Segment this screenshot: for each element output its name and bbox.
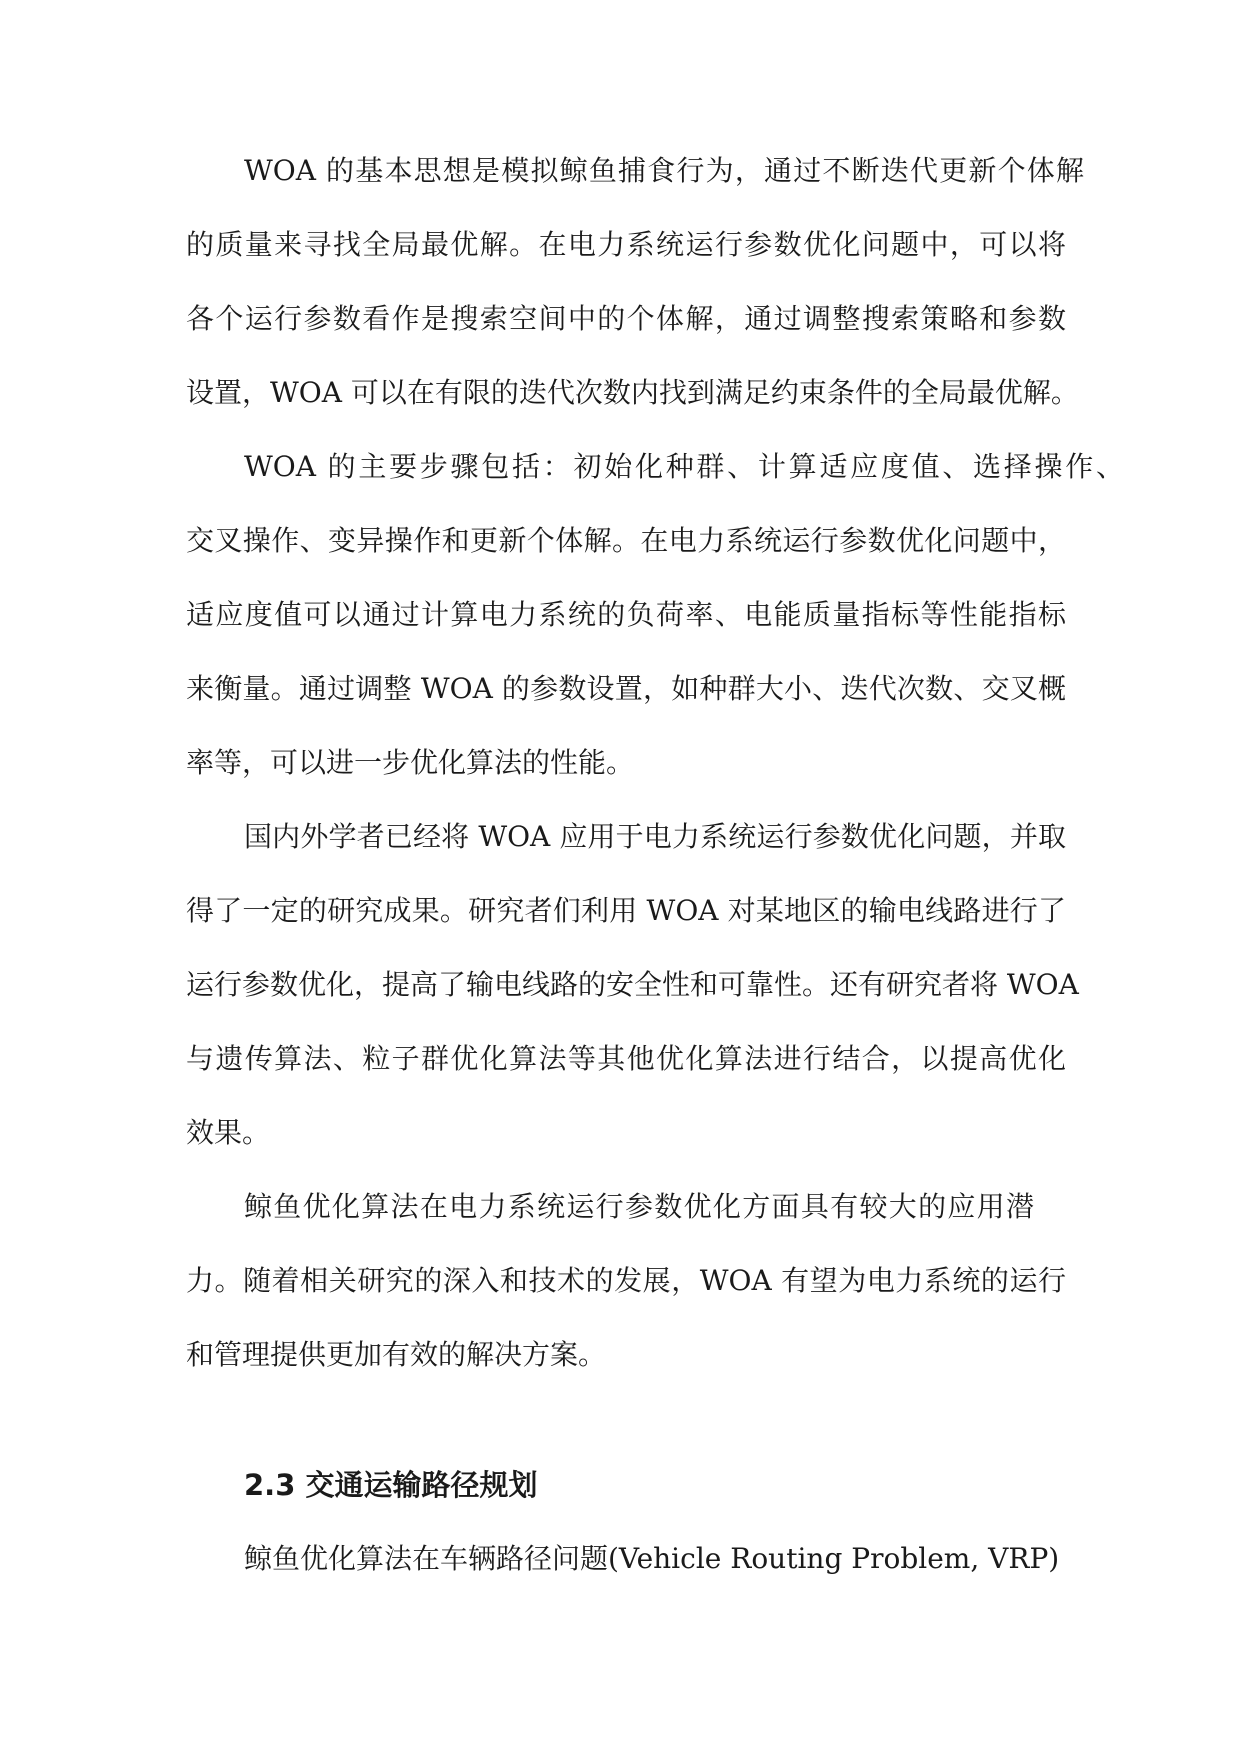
paragraph-line: 的质量来寻找全局最优解。在电力系统运行参数优化问题中，可以将: [186, 228, 1066, 261]
paragraph-line: 来衡量。通过调整 WOA 的参数设置，如种群大小、迭代次数、交叉概: [186, 672, 1066, 705]
paragraph-line: 适应度值可以通过计算电力系统的负荷率、电能质量指标等性能指标: [186, 598, 1066, 631]
paragraph-line: 率等，可以进一步优化算法的性能。: [186, 746, 635, 779]
paragraph-line: 交叉操作、变异操作和更新个体解。在电力系统运行参数优化问题中，: [186, 524, 1066, 557]
paragraph-line: 国内外学者已经将 WOA 应用于电力系统运行参数优化问题，并取: [244, 820, 1066, 853]
paragraph-line: 设置，WOA 可以在有限的迭代次数内找到满足约束条件的全局最优解。: [186, 376, 1079, 409]
paragraph-line: 运行参数优化，提高了输电线路的安全性和可靠性。还有研究者将 WOA: [186, 968, 1079, 1001]
paragraph-line: 各个运行参数看作是搜索空间中的个体解，通过调整搜索策略和参数: [186, 302, 1066, 335]
paragraph-line: 鲸鱼优化算法在电力系统运行参数优化方面具有较大的应用潜: [244, 1190, 1034, 1223]
paragraph-line: 力。随着相关研究的深入和技术的发展，WOA 有望为电力系统的运行: [186, 1264, 1066, 1297]
paragraph-line: WOA 的基本思想是模拟鲸鱼捕食行为，通过不断迭代更新个体解: [244, 154, 1084, 187]
paragraph-line: 与遗传算法、粒子群优化算法等其他优化算法进行结合，以提高优化: [186, 1042, 1066, 1075]
section-heading: 2.3 交通运输路径规划: [244, 1468, 538, 1502]
paragraph-line: 效果。: [186, 1116, 271, 1149]
paragraph-line: 和管理提供更加有效的解决方案。: [186, 1338, 607, 1371]
paragraph-line: 鲸鱼优化算法在车辆路径问题(Vehicle Routing Problem, VRP): [244, 1542, 1060, 1575]
paragraph-line: 得了一定的研究成果。研究者们利用 WOA 对某地区的输电线路进行了: [186, 894, 1066, 927]
paragraph-line: WOA 的主要步骤包括：初始化种群、计算适应度值、选择操作、: [244, 450, 1124, 483]
